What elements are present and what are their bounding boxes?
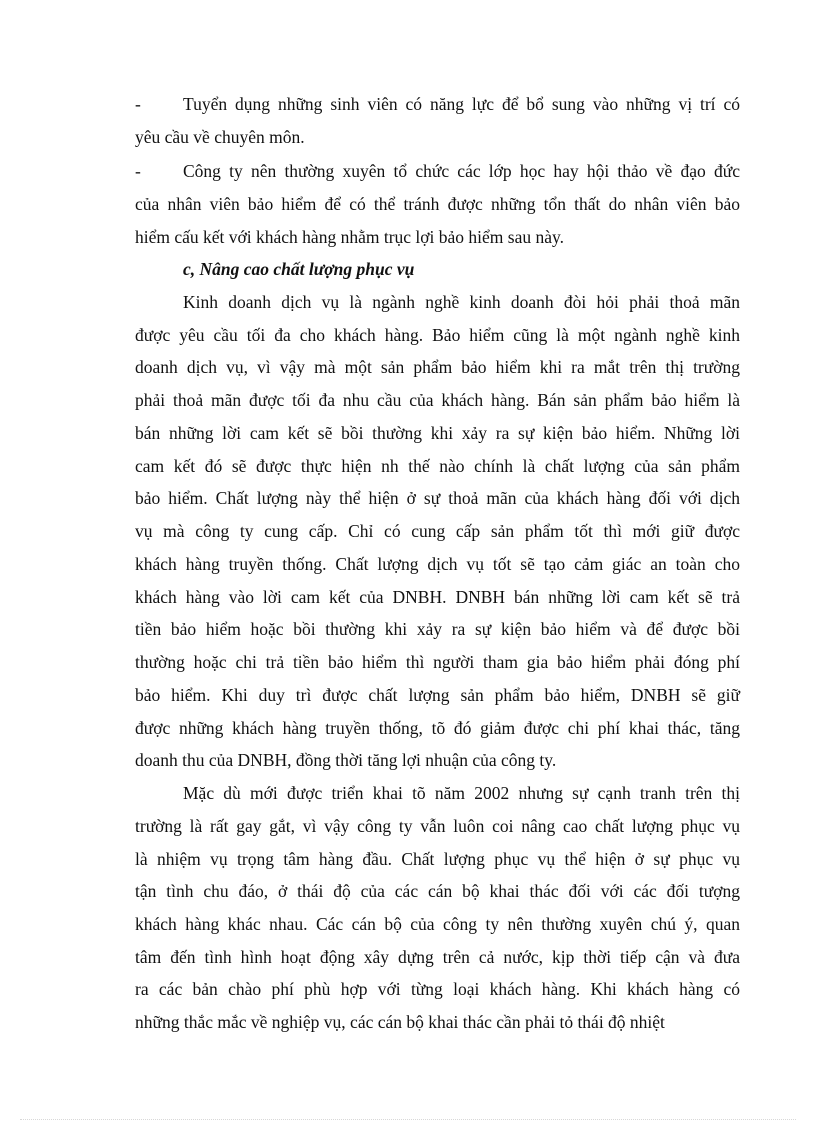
paragraph-line: được yêu cầu tối đa cho khách hàng. Bảo hiểm cũng là một ngành nghề kinh — [135, 325, 740, 345]
paragraph-line: là nhiệm vụ trọng tâm hàng đầu. Chất lượng phục vụ thể hiện ở sự phục vụ — [135, 849, 740, 869]
paragraph-line: những thắc mắc về nghiệp vụ, các cán bộ khai thác cần phải tỏ thái độ nhiệt — [135, 1012, 665, 1032]
section-heading: c, Nâng cao chất lượng phục vụ — [183, 259, 415, 279]
paragraph-line: tâm đến tình hình hoạt động xây dựng trên cả nước, kịp thời tiếp cận và đưa — [135, 947, 740, 967]
bullet-text-line: Công ty nên thường xuyên tổ chức các lớp học hay hội thảo về đạo đức — [183, 161, 740, 181]
paragraph-line: khách hàng truyền thống. Chất lượng dịch vụ tốt sẽ tạo cảm giác an toàn cho — [135, 554, 740, 574]
paragraph-line: tiền bảo hiểm hoặc bồi thường khi xảy ra sự kiện bảo hiểm và để được bồi — [135, 619, 740, 639]
bullet-text-line: của nhân viên bảo hiểm để có thể tránh được những tổn thất do nhân viên bảo — [135, 194, 740, 214]
paragraph-line: khách hàng khác nhau. Các cán bộ của công ty nên thường xuyên chú ý, quan — [135, 914, 740, 934]
paragraph-line: bảo hiểm. Khi duy trì được chất lượng sản phẩm bảo hiểm, DNBH sẽ giữ — [135, 685, 740, 705]
page-bottom-rule — [20, 1119, 796, 1120]
paragraph-line: doanh thu của DNBH, đồng thời tăng lợi nhuận của công ty. — [135, 750, 557, 770]
paragraph-line: cam kết đó sẽ được thực hiện nh thế nào chính là chất lượng của sản phẩm — [135, 456, 740, 476]
bullet-marker: - — [135, 161, 141, 181]
paragraph-line: bán những lời cam kết sẽ bồi thường khi xảy ra sự kiện bảo hiểm. Những lời — [135, 423, 740, 443]
paragraph-line: tận tình chu đáo, ở thái độ của các cán bộ khai thác đối với các đối tượng — [135, 881, 740, 901]
paragraph-line: bảo hiểm. Chất lượng này thể hiện ở sự thoả mãn của khách hàng đối với dịch — [135, 488, 740, 508]
paragraph-line: thường hoặc chi trả tiền bảo hiểm thì người tham gia bảo hiểm phải đóng phí — [135, 652, 740, 672]
paragraph-line: trường là rất gay gắt, vì vậy công ty vẫn luôn coi nâng cao chất lượng phục vụ — [135, 816, 740, 836]
paragraph-line: doanh dịch vụ, vì vậy mà một sản phẩm bảo hiểm khi ra mắt trên thị trường — [135, 357, 740, 377]
paragraph-line: ra các bản chào phí phù hợp với từng loại khách hàng. Khi khách hàng có — [135, 979, 740, 999]
bullet-marker: - — [135, 94, 141, 114]
paragraph-line: khách hàng vào lời cam kết của DNBH. DNBH bán những lời cam kết sẽ trả — [135, 587, 740, 607]
bullet-text-line: Tuyển dụng những sinh viên có năng lực để bổ sung vào những vị trí có — [183, 94, 740, 114]
paragraph-line: phải thoả mãn được tối đa nhu cầu của khách hàng. Bán sản phẩm bảo hiểm là — [135, 390, 740, 410]
bullet-text-line: yêu cầu về chuyên môn. — [135, 127, 305, 147]
paragraph-line: vụ mà công ty cung cấp. Chỉ có cung cấp sản phẩm tốt thì mới giữ được — [135, 521, 740, 541]
paragraph-line: Mặc dù mới được triển khai tõ năm 2002 nhưng sự cạnh tranh trên thị — [183, 783, 740, 803]
paragraph-line: được những khách hàng truyền thống, tõ đó giảm được chi phí khai thác, tăng — [135, 718, 740, 738]
bullet-text-line: hiểm cấu kết với khách hàng nhằm trục lợi bảo hiểm sau này. — [135, 227, 564, 247]
paragraph-line: Kinh doanh dịch vụ là ngành nghề kinh doanh đòi hỏi phải thoả mãn — [183, 292, 740, 312]
